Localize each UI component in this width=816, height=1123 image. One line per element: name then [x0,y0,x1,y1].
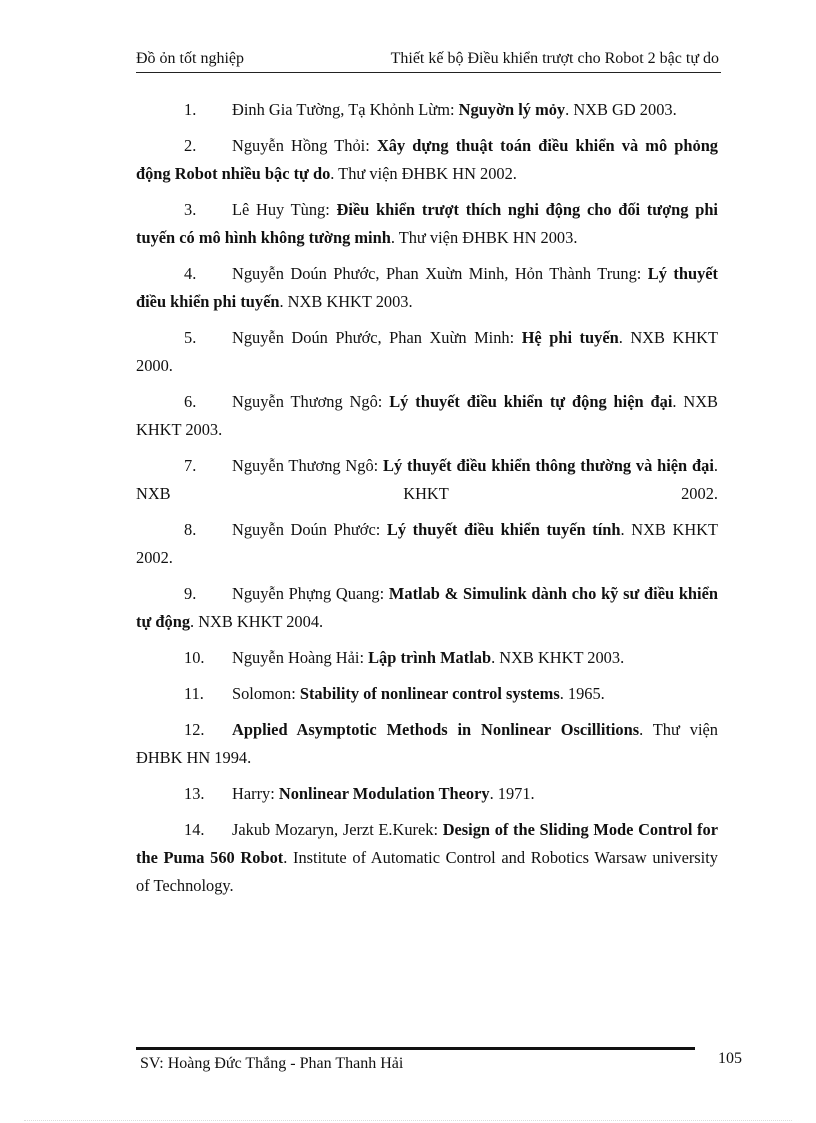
reference-number: 5. [184,328,197,347]
header-left-title: Đồ ỏn tốt nghiệp [136,50,244,67]
reference-item [136,816,718,900]
reference-title: Stability of nonlinear control systems [299,684,560,703]
reference-title: Hệ phi tuyến [521,328,619,347]
reference-item [136,780,718,808]
reference-title: Lý thuyết điều khiển tự động hiện đại [389,392,673,411]
reference-item [136,96,718,124]
reference-item [136,680,718,708]
reference-item [136,516,718,572]
page-header [136,50,721,73]
reference-number: 11. [184,684,204,703]
reference-item [136,324,718,380]
reference-number: 9. [184,584,197,603]
reference-authors: Nguyễn Hồng Thỏi: [232,136,377,155]
reference-item [136,388,718,444]
reference-publisher: . NXB KHKT 2003. [279,292,413,311]
reference-title: Điều khiển trượt thích nghi động cho đối tượng phi tuyến có mô hình không tường minh [136,200,718,247]
reference-authors: Nguyễn Doún Phước: [232,520,387,539]
reference-publisher: . 1965. [559,684,605,703]
reference-publisher: . NXB KHKT 2000. [136,328,718,375]
reference-title: Nguyờn lý mỏy [458,100,566,119]
reference-number: 14. [184,820,205,839]
reference-authors: Nguyễn Doún Phước, Phan Xuừn Minh, Hỏn Thành Trung: [232,264,648,283]
reference-item [136,580,718,636]
reference-authors: Nguyễn Hoàng Hải: [232,648,369,667]
reference-publisher: . Thư viện ĐHBK HN 2003. [390,228,578,247]
reference-title: Design of the Sliding Mode Control for the Puma 560 Robot [136,820,718,867]
reference-title: Lý thuyết điều khiển phi tuyến [136,264,719,311]
reference-publisher: . Thư viện ĐHBK HN 2002. [330,164,517,183]
reference-list [136,96,718,908]
reference-item [136,132,718,188]
reference-title: Lập trình Matlab [368,648,492,667]
reference-publisher: . NXB GD 2003. [565,100,677,119]
reference-item [136,644,718,672]
reference-number: 7. [184,456,197,475]
reference-number: 13. [184,784,205,803]
reference-authors: Lê Huy Tùng: [232,200,337,219]
reference-title: Xây dựng thuật toán điều khiển và mô phỏng động Robot nhiều bậc tự do [136,136,719,183]
reference-item [136,452,718,508]
reference-number: 12. [184,720,205,739]
reference-authors: Đinh Gia Tường, Tạ Khỏnh Lừm: [232,100,459,119]
reference-authors: Nguyễn Thương Ngô: [232,392,390,411]
reference-title: Matlab & Simulink dành cho kỹ sư điều khiển tự động [136,584,718,631]
reference-publisher: . NXB KHKT 2004. [190,612,324,631]
header-right-title: Thiết kế bộ Điều khiển trượt cho Robot 2 bậc tự do [390,50,719,67]
reference-publisher: . NXB KHKT 2002. [136,456,718,503]
footer-authors: SV: Hoàng Đức Thắng - Phan Thanh Hải [140,1055,404,1072]
reference-item [136,260,718,316]
reference-number: 3. [184,200,197,219]
reference-title: Lý thuyết điều khiển thông thường và hiện đại [383,456,714,475]
reference-authors: Harry: [232,784,279,803]
page-number: 105 [718,1050,742,1067]
reference-number: 6. [184,392,197,411]
reference-authors: Nguyễn Thương Ngô: [232,456,384,475]
page-bottom-edge [24,1120,792,1121]
reference-title: Nonlinear Modulation Theory [278,784,490,803]
reference-number: 10. [184,648,205,667]
reference-item [136,716,718,772]
reference-publisher: . NXB KHKT 2003. [491,648,625,667]
reference-authors: Solomon: [232,684,300,703]
reference-item [136,196,718,252]
reference-publisher: . Institute of Automatic Control and Robotics Warsaw university of Technology. [136,848,718,895]
footer-divider [136,1047,695,1050]
reference-publisher: . Thư viện ĐHBK HN 1994. [136,720,718,767]
reference-authors: Jakub Mozaryn, Jerzt E.Kurek: [232,820,443,839]
reference-publisher: . NXB KHKT 2002. [136,520,718,567]
reference-number: 4. [184,264,197,283]
reference-authors: Nguyễn Doún Phước, Phan Xuừn Minh: [232,328,522,347]
reference-number: 1. [184,100,197,119]
reference-publisher: . 1971. [489,784,535,803]
reference-title: Applied Asymptotic Methods in Nonlinear Oscillitions [232,720,640,739]
reference-authors: Nguyễn Phựng Quang: [232,584,389,603]
reference-publisher: . NXB KHKT 2003. [136,392,718,439]
reference-number: 8. [184,520,197,539]
reference-number: 2. [184,136,197,155]
reference-title: Lý thuyết điều khiển tuyến tính [386,520,621,539]
